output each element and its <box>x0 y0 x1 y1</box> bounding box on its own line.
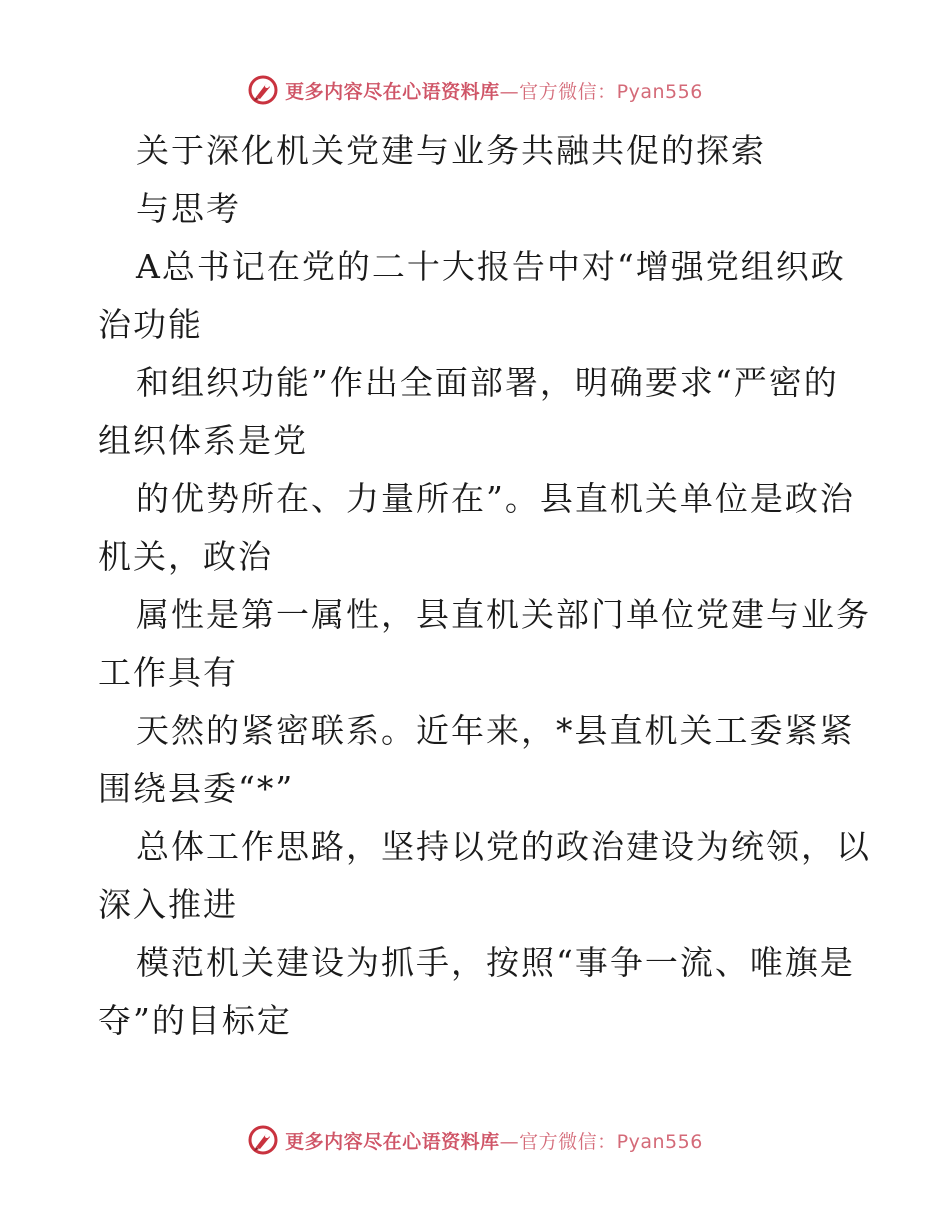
text-line: 组织体系是党 <box>98 421 308 460</box>
header-banner-main: 更多内容尽在心语资料库 <box>285 80 500 103</box>
footer-banner-contact: 官方微信：Pyan556 <box>519 1130 703 1153</box>
header-banner <box>0 70 950 110</box>
text-line: 深入推进 <box>98 885 238 924</box>
text-line: 模范机关建设为抓手，按照“事争一流、唯旗是 <box>136 943 855 982</box>
text-line: 与思考 <box>136 189 241 228</box>
pen-nib-logo-icon <box>247 1124 279 1156</box>
text-line: A总书记在党的二十大报告中对“增强党组织政 <box>136 247 846 286</box>
header-banner-text <box>285 77 703 104</box>
footer-banner-text <box>285 1127 703 1154</box>
pen-nib-logo-icon <box>247 74 279 106</box>
text-line: 夺”的目标定 <box>98 1001 292 1040</box>
text-line: 围绕县委“*” <box>98 769 295 808</box>
text-line: 和组织功能”作出全面部署，明确要求“严密的 <box>136 363 839 402</box>
header-banner-dash: — <box>499 80 520 103</box>
footer-banner-main: 更多内容尽在心语资料库 <box>285 1130 500 1153</box>
text-line: 工作具有 <box>98 653 238 692</box>
document-body <box>98 122 871 1050</box>
text-line: 的优势所在、力量所在”。县直机关单位是政治 <box>136 479 855 518</box>
header-banner-contact: 官方微信：Pyan556 <box>519 80 703 103</box>
text-line: 属性是第一属性，县直机关部门单位党建与业务 <box>136 595 871 634</box>
text-line: 总体工作思路，坚持以党的政治建设为统领，以 <box>136 827 871 866</box>
text-line: 关于深化机关党建与业务共融共促的探索 <box>136 131 766 170</box>
footer-banner <box>0 1120 950 1160</box>
text-line: 机关，政治 <box>98 537 273 576</box>
text-line: 天然的紧密联系。近年来，*县直机关工委紧紧 <box>136 711 855 750</box>
text-line: 治功能 <box>98 305 203 344</box>
footer-banner-dash: — <box>499 1130 520 1153</box>
